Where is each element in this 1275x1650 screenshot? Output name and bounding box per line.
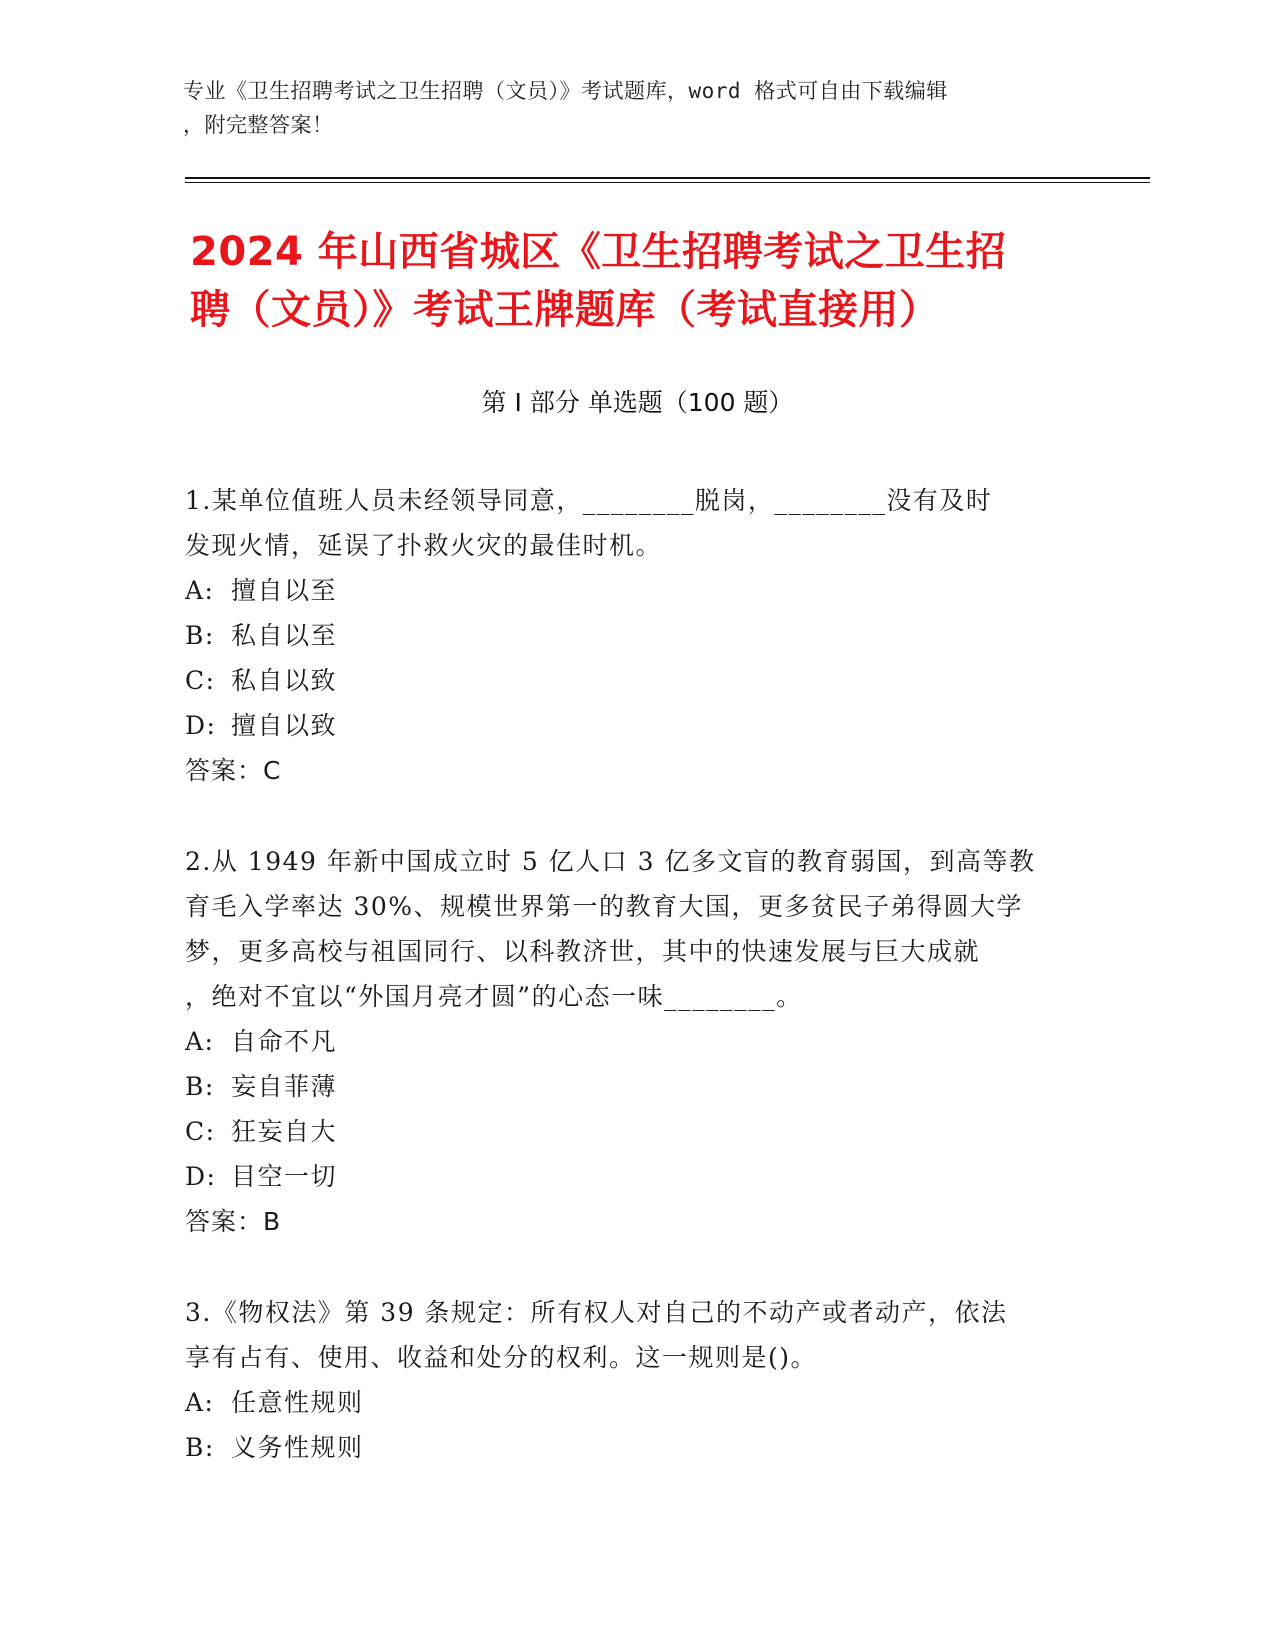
option-key: A: bbox=[185, 1027, 215, 1056]
option-key: A: bbox=[185, 1388, 215, 1417]
option-text: 自命不凡 bbox=[231, 1027, 338, 1056]
option-key: D: bbox=[185, 711, 217, 740]
question-3 bbox=[185, 1290, 1075, 1470]
option-b bbox=[185, 613, 1075, 658]
option-a bbox=[185, 1380, 1075, 1425]
question-list bbox=[185, 478, 1075, 1516]
header-divider-thick bbox=[185, 177, 1150, 179]
answer-line: 答案：B bbox=[185, 1207, 282, 1236]
document-title-line-2: 聘（文员）》考试王牌题库（考试直接用） bbox=[190, 287, 940, 333]
header-note bbox=[183, 74, 1073, 142]
option-key: B: bbox=[185, 1072, 215, 1101]
document-title bbox=[190, 223, 1090, 339]
option-key: D: bbox=[185, 1162, 217, 1191]
question-2 bbox=[185, 839, 1075, 1244]
option-text: 狂妄自大 bbox=[231, 1117, 338, 1146]
question-1 bbox=[185, 478, 1075, 793]
section-heading: 第 I 部分 单选题（100 题） bbox=[481, 388, 794, 417]
question-stem bbox=[185, 839, 1075, 1019]
question-stem-line: 育毛入学率达 30%、规模世界第一的教育大国，更多贫民子弟得圆大学 bbox=[185, 892, 1024, 921]
question-stem-line: 发现火情，延误了扑救火灾的最佳时机。 bbox=[185, 531, 663, 560]
option-text: 目空一切 bbox=[231, 1162, 338, 1191]
question-stem-line: 2.从 1949 年新中国成立时 5 亿人口 3 亿多文盲的教育弱国，到高等教 bbox=[185, 847, 1036, 876]
option-text: 妄自菲薄 bbox=[231, 1072, 338, 1101]
question-stem bbox=[185, 1290, 1075, 1380]
option-b bbox=[185, 1425, 1075, 1470]
header-divider-thin bbox=[185, 182, 1150, 183]
option-d bbox=[185, 703, 1075, 748]
answer-line: 答案：C bbox=[185, 756, 282, 785]
document-title-line-1: 2024 年山西省城区《卫生招聘考试之卫生招 bbox=[190, 229, 1007, 275]
option-c bbox=[185, 1109, 1075, 1154]
option-c bbox=[185, 658, 1075, 703]
question-stem-line: ，绝对不宜以“外国月亮才圆”的心态一味________。 bbox=[185, 982, 803, 1011]
option-b bbox=[185, 1064, 1075, 1109]
question-stem-line: 梦，更多高校与祖国同行、以科教济世，其中的快速发展与巨大成就 bbox=[185, 937, 981, 966]
option-key: B: bbox=[185, 1433, 215, 1462]
option-key: C: bbox=[185, 1117, 216, 1146]
option-text: 私自以致 bbox=[231, 666, 338, 695]
question-stem-line: 3.《物权法》第 39 条规定：所有权人对自己的不动产或者动产，依法 bbox=[185, 1298, 1008, 1327]
option-d bbox=[185, 1154, 1075, 1199]
question-stem bbox=[185, 478, 1075, 568]
option-text: 私自以至 bbox=[231, 621, 338, 650]
option-text: 擅自以致 bbox=[231, 711, 338, 740]
option-key: C: bbox=[185, 666, 216, 695]
option-a bbox=[185, 1019, 1075, 1064]
option-a bbox=[185, 568, 1075, 613]
option-text: 擅自以至 bbox=[231, 576, 338, 605]
option-key: A: bbox=[185, 576, 215, 605]
header-note-line-2: ，附完整答案！ bbox=[183, 113, 334, 137]
question-stem-line: 1.某单位值班人员未经领导同意，________脱岗，________没有及时 bbox=[185, 486, 993, 515]
option-text: 任意性规则 bbox=[231, 1388, 364, 1417]
header-note-line-1: 专业《卫生招聘考试之卫生招聘（文员）》考试题库，word 格式可自由下载编辑 bbox=[183, 79, 948, 103]
option-text: 义务性规则 bbox=[231, 1433, 364, 1462]
question-stem-line: 享有占有、使用、收益和处分的权利。这一规则是()。 bbox=[185, 1343, 818, 1372]
option-key: B: bbox=[185, 621, 215, 650]
